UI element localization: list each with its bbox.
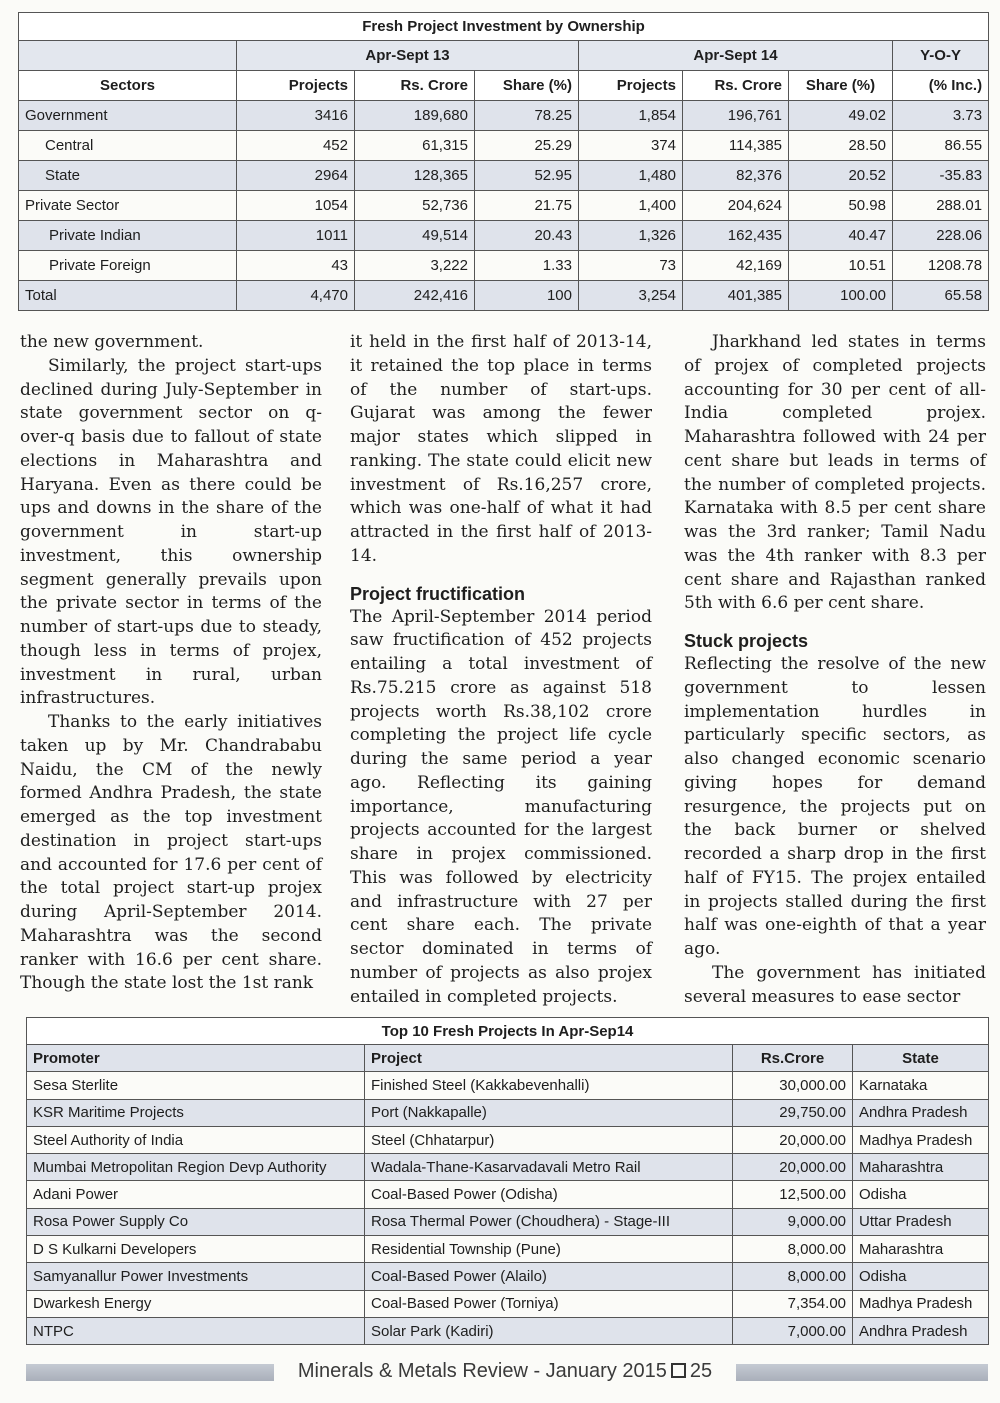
- group-blank: [19, 41, 237, 71]
- article-column-2: [350, 331, 652, 1007]
- project-cell: Wadala-Thane-Kasarvadavali Metro Rail: [365, 1154, 733, 1181]
- table-title: Top 10 Fresh Projects In Apr-Sep14: [27, 1018, 989, 1045]
- amount-cell: 20,000.00: [733, 1126, 853, 1153]
- table-cell: 49.02: [789, 101, 893, 131]
- state-cell: Madhya Pradesh: [853, 1126, 989, 1153]
- table-cell: 3,222: [355, 251, 475, 281]
- state-cell: Maharashtra: [853, 1154, 989, 1181]
- table-cell: 20.52: [789, 161, 893, 191]
- column-header: Rs.Crore: [733, 1045, 853, 1072]
- state-cell: Odisha: [853, 1263, 989, 1290]
- table-row: [27, 1236, 989, 1263]
- amount-cell: 20,000.00: [733, 1154, 853, 1181]
- table-cell: 4,470: [237, 281, 355, 311]
- project-cell: Coal-Based Power (Torniya): [365, 1290, 733, 1317]
- table-row: [27, 1263, 989, 1290]
- table-row: [27, 1317, 989, 1344]
- table-row: [19, 281, 989, 311]
- amount-cell: 7,354.00: [733, 1290, 853, 1317]
- group-header: Apr-Sept 14: [579, 41, 893, 71]
- page-number: 25: [689, 1360, 713, 1382]
- state-cell: Madhya Pradesh: [853, 1290, 989, 1317]
- promoter-cell: Mumbai Metropolitan Region Devp Authority: [27, 1154, 365, 1181]
- table-cell: 242,416: [355, 281, 475, 311]
- table-cell: 52.95: [475, 161, 579, 191]
- column-header: Share (%): [789, 71, 893, 101]
- table-row: [27, 1290, 989, 1317]
- table-row: [19, 251, 989, 281]
- table-cell: 189,680: [355, 101, 475, 131]
- table-row: [27, 1126, 989, 1153]
- column-header: State: [853, 1045, 989, 1072]
- paragraph: the new government.: [20, 332, 204, 352]
- table-cell: 78.25: [475, 101, 579, 131]
- promoter-cell: Rosa Power Supply Co: [27, 1208, 365, 1235]
- table-cell: 1,326: [579, 221, 683, 251]
- footer-bar-right: [736, 1364, 988, 1381]
- column-header: Projects: [579, 71, 683, 101]
- paragraph: Similarly, the project start-ups declined during July-September in state government sector on q-over-q basis due to fallout of state elections in Maharashtra and Haryana. Even as there could be ups and downs in the share of the government in start-up investment, this ownership segment generally prevails upon the private sector in terms of the number of start-ups due to steady, though less in terms of projex, investment in rural, urban infrastructures.: [20, 355, 322, 709]
- table-cell: 162,435: [683, 221, 789, 251]
- table-row: [27, 1154, 989, 1181]
- square-outline-icon: [671, 1363, 686, 1378]
- state-cell: Karnataka: [853, 1072, 989, 1099]
- paragraph: The April-September 2014 period saw fructification of 452 projects entailing a total investment of Rs.75.215 crore as against 518 projects worth Rs.38,102 crore completing the project life cycle during the same period a year ago. Reflecting its gaining importance, manufacturing projects accounted for the largest share in projex commissioned. This was followed by electricity and infrastructure with 27 per cent share each. The private sector dominated in terms of number of projects as also projex entailed in completed projects.: [350, 606, 652, 1007]
- table-cell: 114,385: [683, 131, 789, 161]
- table-cell: 128,365: [355, 161, 475, 191]
- sector-label: Private Foreign: [19, 251, 237, 281]
- amount-cell: 29,750.00: [733, 1099, 853, 1126]
- amount-cell: 30,000.00: [733, 1072, 853, 1099]
- table-row: [19, 101, 989, 131]
- table-row: [27, 1099, 989, 1126]
- promoter-cell: Steel Authority of India: [27, 1126, 365, 1153]
- state-cell: Odisha: [853, 1181, 989, 1208]
- table-cell: 1011: [237, 221, 355, 251]
- table-cell: 374: [579, 131, 683, 161]
- column-header: Share (%): [475, 71, 579, 101]
- column-header: Rs. Crore: [355, 71, 475, 101]
- footer-bar-left: [26, 1364, 274, 1381]
- section-heading: Project fructification: [350, 583, 526, 604]
- table-cell: -35.83: [893, 161, 989, 191]
- column-header: Projects: [237, 71, 355, 101]
- project-cell: Steel (Chhatarpur): [365, 1126, 733, 1153]
- promoter-cell: Adani Power: [27, 1181, 365, 1208]
- table-cell: 1,400: [579, 191, 683, 221]
- promoter-cell: Sesa Sterlite: [27, 1072, 365, 1099]
- table-cell: 3.73: [893, 101, 989, 131]
- column-header: (% Inc.): [893, 71, 989, 101]
- paragraph: Thanks to the early initiatives taken up by Mr. Chandrababu Naidu, the CM of the newly formed Andhra Pradesh, the state emerged as the top investment destination in project start-ups and accounted for 17.6 per cent of the total project start-up projex during April-September 2014. Maharashtra was the second ranker with 16.6 per cent share. Though the state lost the 1st rank: [20, 712, 322, 994]
- footer-text: [280, 1360, 730, 1383]
- state-cell: Uttar Pradesh: [853, 1208, 989, 1235]
- paragraph: Jharkhand led states in terms of projex of completed projects accounting for 30 per cent of all-India completed projex. Maharashtra followed with 24 per cent share but leads in terms of the number of completed projects. Karnataka with 8.5 per cent share was the 3rd ranker; Tamil Nadu was the 4th ranker with 8.3 per cent share and Rajasthan ranked 5th with 6.6 per cent share.: [684, 332, 986, 614]
- project-cell: Residential Township (Pune): [365, 1236, 733, 1263]
- table-cell: 73: [579, 251, 683, 281]
- table-row: [19, 131, 989, 161]
- state-cell: Andhra Pradesh: [853, 1317, 989, 1344]
- table-cell: 1,854: [579, 101, 683, 131]
- table-cell: 100.00: [789, 281, 893, 311]
- table-cell: 100: [475, 281, 579, 311]
- project-cell: Port (Nakkapalle): [365, 1099, 733, 1126]
- table-row: [19, 191, 989, 221]
- page-footer: [0, 1356, 1000, 1390]
- promoter-cell: D S Kulkarni Developers: [27, 1236, 365, 1263]
- table-title: Fresh Project Investment by Ownership: [19, 13, 989, 41]
- sector-label: Government: [19, 101, 237, 131]
- table-cell: 42,169: [683, 251, 789, 281]
- table-cell: 20.43: [475, 221, 579, 251]
- top-fresh-projects-table: [26, 1017, 989, 1345]
- table-row: [19, 161, 989, 191]
- table-cell: 82,376: [683, 161, 789, 191]
- paragraph: Reflecting the resolve of the new government to lessen implementation hurdles in particularly specific sectors, as also changed economic scenario giving hopes for demand resurgence, the projects put on the back burner or shelved recorded a sharp drop in the first half of FY15. The projex entailed in projects stalled during the first half was one-eighth of that a year ago.: [684, 654, 986, 959]
- table-row: [27, 1208, 989, 1235]
- table-cell: 61,315: [355, 131, 475, 161]
- table-cell: 401,385: [683, 281, 789, 311]
- sector-label: Total: [19, 281, 237, 311]
- amount-cell: 7,000.00: [733, 1317, 853, 1344]
- project-cell: Coal-Based Power (Odisha): [365, 1181, 733, 1208]
- section-heading: Stuck projects: [684, 631, 809, 651]
- promoter-cell: NTPC: [27, 1317, 365, 1344]
- state-cell: Andhra Pradesh: [853, 1099, 989, 1126]
- sector-label: Private Indian: [19, 221, 237, 251]
- table-row: [27, 1072, 989, 1099]
- table-cell: 3416: [237, 101, 355, 131]
- state-cell: Maharashtra: [853, 1236, 989, 1263]
- table-cell: 1208.78: [893, 251, 989, 281]
- sector-label: State: [19, 161, 237, 191]
- publication-name: Minerals & Metals Review - January 2015: [297, 1360, 667, 1382]
- table-cell: 86.55: [893, 131, 989, 161]
- table-cell: 1.33: [475, 251, 579, 281]
- column-header: Sectors: [19, 71, 237, 101]
- table-cell: 2964: [237, 161, 355, 191]
- table-cell: 288.01: [893, 191, 989, 221]
- project-cell: Rosa Thermal Power (Choudhera) - Stage-III: [365, 1208, 733, 1235]
- paragraph: The government has initiated several measures to ease sector: [684, 962, 986, 1007]
- table-cell: 25.29: [475, 131, 579, 161]
- article-column-1: [20, 331, 322, 996]
- amount-cell: 9,000.00: [733, 1208, 853, 1235]
- ownership-investment-table: [18, 12, 989, 311]
- amount-cell: 12,500.00: [733, 1181, 853, 1208]
- table-row: [27, 1181, 989, 1208]
- table-cell: 204,624: [683, 191, 789, 221]
- project-cell: Finished Steel (Kakkabevenhalli): [365, 1072, 733, 1099]
- table-cell: 10.51: [789, 251, 893, 281]
- promoter-cell: KSR Maritime Projects: [27, 1099, 365, 1126]
- column-header: Promoter: [27, 1045, 365, 1072]
- sector-label: Private Sector: [19, 191, 237, 221]
- table-row: [19, 221, 989, 251]
- group-header: Y-O-Y: [893, 41, 989, 71]
- table-cell: 196,761: [683, 101, 789, 131]
- promoter-cell: Samyanallur Power Investments: [27, 1263, 365, 1290]
- table-cell: 40.47: [789, 221, 893, 251]
- amount-cell: 8,000.00: [733, 1236, 853, 1263]
- table-cell: 1,480: [579, 161, 683, 191]
- table-cell: 52,736: [355, 191, 475, 221]
- sector-label: Central: [19, 131, 237, 161]
- amount-cell: 8,000.00: [733, 1263, 853, 1290]
- table-cell: 28.50: [789, 131, 893, 161]
- promoter-cell: Dwarkesh Energy: [27, 1290, 365, 1317]
- group-header: Apr-Sept 13: [237, 41, 579, 71]
- article-column-3: [684, 331, 986, 1007]
- table-cell: 3,254: [579, 281, 683, 311]
- table-cell: 50.98: [789, 191, 893, 221]
- table-cell: 228.06: [893, 221, 989, 251]
- project-cell: Coal-Based Power (Alailo): [365, 1263, 733, 1290]
- table-cell: 1054: [237, 191, 355, 221]
- project-cell: Solar Park (Kadiri): [365, 1317, 733, 1344]
- column-header: Rs. Crore: [683, 71, 789, 101]
- table-cell: 43: [237, 251, 355, 281]
- table-cell: 65.58: [893, 281, 989, 311]
- table-cell: 21.75: [475, 191, 579, 221]
- table-cell: 452: [237, 131, 355, 161]
- paragraph: it held in the first half of 2013-14, it retained the top place in terms of the number of start-ups. Gujarat was among the fewer major states which slipped in ranking. The state could elicit new investment of Rs.16,257 crore, which was one-half of what it had attracted in the first half of 2013-14.: [350, 332, 652, 566]
- table-cell: 49,514: [355, 221, 475, 251]
- column-header: Project: [365, 1045, 733, 1072]
